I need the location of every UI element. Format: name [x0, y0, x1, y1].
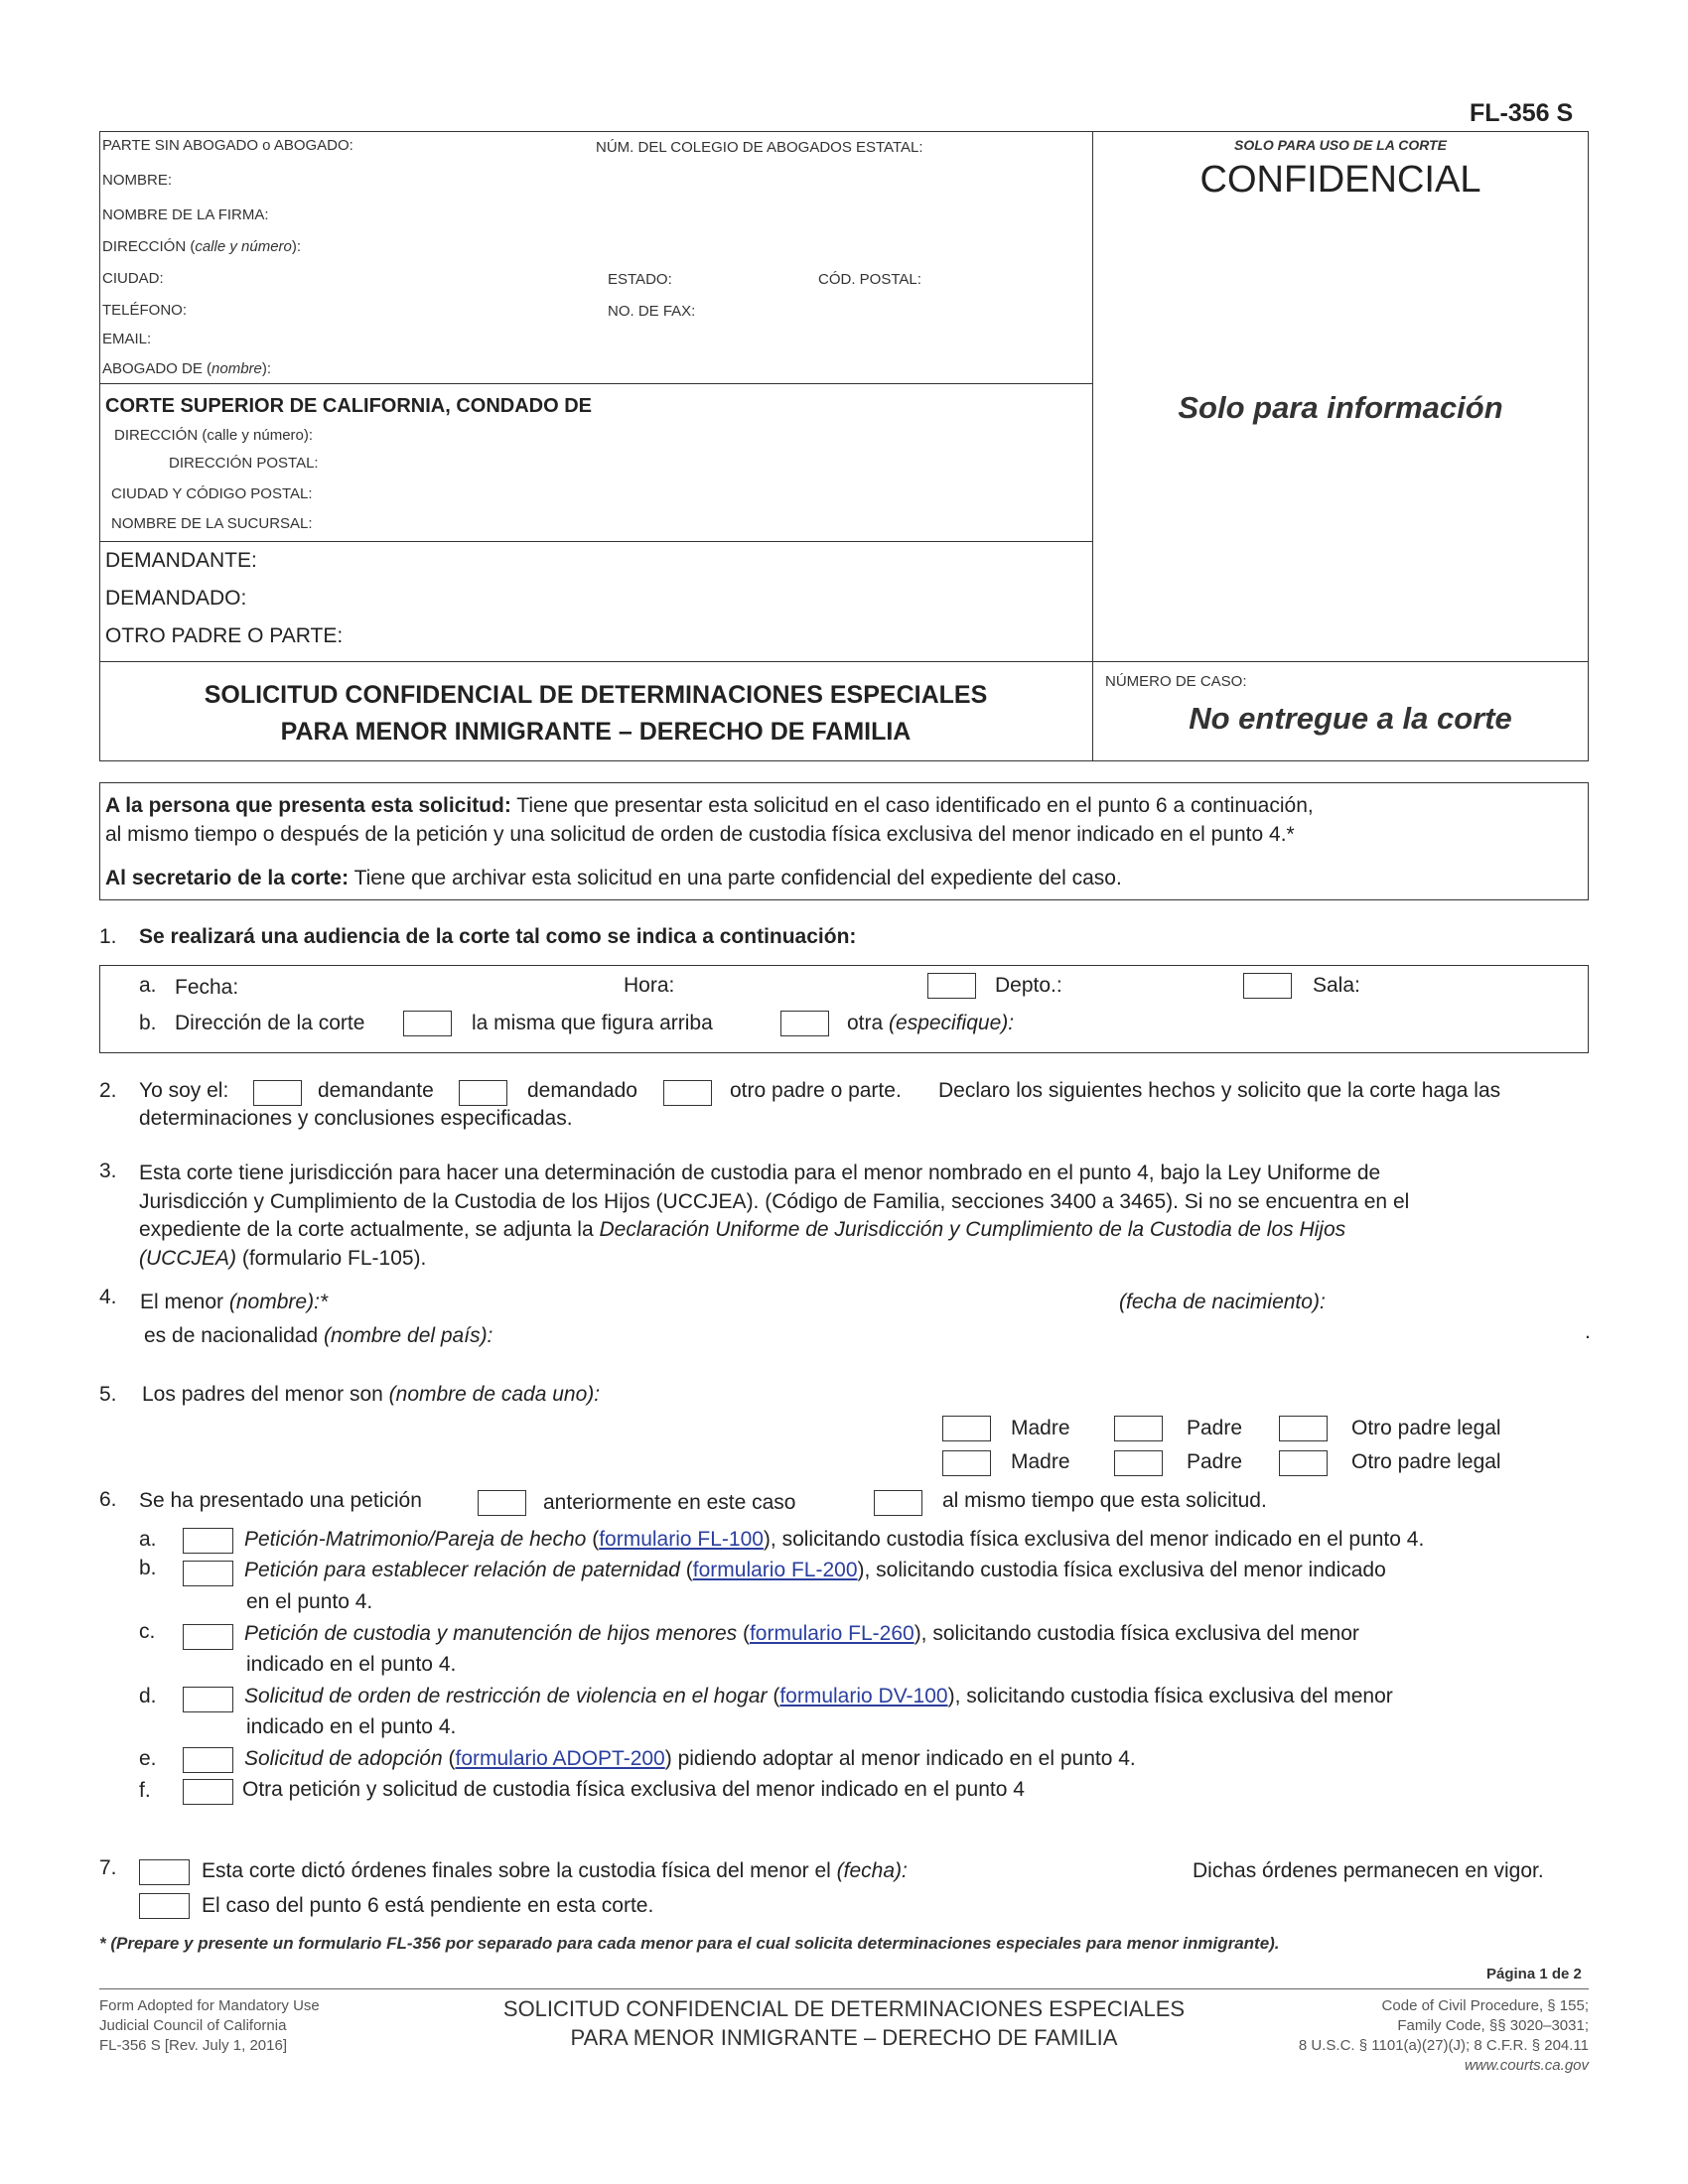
case-pending-checkbox[interactable] — [139, 1893, 190, 1919]
petition-d-text: Solicitud de orden de restricción de violencia en el hogar (formulario DV-100), solicitando custodia física exclusiva del menor — [244, 1685, 1393, 1707]
fl-200-link[interactable]: formulario FL-200 — [692, 1559, 858, 1581]
petitioner-checkbox[interactable] — [253, 1080, 302, 1106]
footnote: * (Prepare y presente un formulario FL-356 por separado para cada menor para el cual solicita determinaciones especiales para menor inmigrante). — [99, 1934, 1280, 1953]
item1-heading: Se realizará una audiencia de la corte tal como se indica a continuación: — [139, 925, 857, 948]
other-address-label: otra (especifique): — [847, 1012, 1015, 1034]
code-references: Code of Civil Procedure, § 155; Family Code, §§ 3020–3031; 8 U.S.C. § 1101(a)(27)(J); 8 C.F.R. § 204.11 www.courts.ca.gov — [1298, 1997, 1589, 2074]
petition-c-checkbox[interactable] — [183, 1624, 233, 1650]
dept-label: Depto.: — [995, 974, 1062, 997]
court-branch-label: NOMBRE DE LA SUCURSAL: — [111, 515, 313, 532]
firm-label: NOMBRE DE LA FIRMA: — [102, 206, 269, 223]
fax-label: NO. DE FAX: — [608, 303, 696, 320]
name-label: NOMBRE: — [102, 172, 173, 189]
attorney-party-label: PARTE SIN ABOGADO o ABOGADO: — [102, 137, 353, 154]
form-title: SOLICITUD CONFIDENCIAL DE DETERMINACIONES ESPECIALES PARA MENOR INMIGRANTE – DERECHO DE FAMILIA — [204, 681, 988, 746]
room-checkbox[interactable] — [1243, 973, 1292, 999]
hearing-time-label: Hora: — [624, 974, 675, 997]
case-pending-text: El caso del punto 6 está pendiente en esta corte. — [202, 1894, 654, 1917]
other-address-checkbox[interactable] — [780, 1011, 829, 1036]
info-only-label: Solo para información — [1178, 390, 1503, 425]
filed-before-label: anteriormente en este caso — [543, 1491, 796, 1514]
dv-100-link[interactable]: formulario DV-100 — [779, 1685, 948, 1707]
form-id: FL-356 S — [1470, 99, 1574, 127]
respondent-label: DEMANDADO: — [105, 587, 247, 610]
filed-same-time-checkbox[interactable] — [874, 1490, 922, 1516]
room-label: Sala: — [1313, 974, 1360, 997]
petition-b-checkbox[interactable] — [183, 1561, 233, 1586]
fl-100-link[interactable]: formulario FL-100 — [599, 1528, 764, 1551]
city-label: CIUDAD: — [102, 270, 164, 287]
court-title: CORTE SUPERIOR DE CALIFORNIA, CONDADO DE — [105, 395, 593, 417]
child-name-label: El menor (nombre):* — [140, 1291, 329, 1313]
i-am-label: Yo soy el: — [139, 1079, 229, 1102]
do-not-file-note: No entregue a la corte — [1189, 701, 1512, 736]
child-dob-label: (fecha de nacimiento): — [1119, 1291, 1326, 1313]
filed-before-checkbox[interactable] — [478, 1490, 526, 1516]
petition-a-checkbox[interactable] — [183, 1528, 233, 1554]
other-party-option: otro padre o parte. — [730, 1079, 902, 1102]
zip-label: CÓD. POSTAL: — [818, 271, 921, 288]
petition-d-checkbox[interactable] — [183, 1687, 233, 1712]
orders-in-force: Dichas órdenes permanecen en vigor. — [1193, 1859, 1544, 1882]
confidential-heading: CONFIDENCIAL — [1199, 159, 1481, 201]
court-address-label: Dirección de la corte — [175, 1012, 365, 1034]
bar-number-label: NÚM. DEL COLEGIO DE ABOGADOS ESTATAL: — [596, 139, 923, 156]
parent2-mother-checkbox[interactable] — [942, 1450, 991, 1476]
caption-box — [99, 131, 1589, 761]
state-label: ESTADO: — [608, 271, 672, 288]
notice-filer-line2: al mismo tiempo o después de la petición y una solicitud de orden de custodia física exclusiva del menor indicado en el punto 4.* — [105, 823, 1295, 846]
same-address-label: la misma que figura arriba — [472, 1012, 713, 1034]
nationality-label: es de nacionalidad (nombre del país): — [144, 1324, 493, 1347]
parents-label: Los padres del menor son (nombre de cada uno): — [142, 1383, 601, 1406]
parent2-father-checkbox[interactable] — [1114, 1450, 1163, 1476]
dept-checkbox[interactable] — [927, 973, 976, 999]
petition-e-text: Solicitud de adopción (formulario ADOPT-200) pidiendo adoptar al menor indicado en el punto 4. — [244, 1747, 1136, 1770]
court-street-label: DIRECCIÓN (calle y número): — [114, 427, 314, 444]
adopt-200-link[interactable]: formulario ADOPT-200 — [455, 1747, 665, 1770]
adoption-note: Form Adopted for Mandatory Use Judicial Council of California FL-356 S [Rev. July 1, 2016] — [99, 1997, 320, 2054]
courts-website: www.courts.ca.gov — [1464, 2057, 1589, 2074]
parent1-other-checkbox[interactable] — [1279, 1416, 1328, 1441]
filed-same-time-label: al mismo tiempo que esta solicitud. — [942, 1489, 1267, 1512]
other-party-checkbox[interactable] — [663, 1080, 712, 1106]
final-orders-checkbox[interactable] — [139, 1859, 190, 1885]
petition-filed-label: Se ha presentado una petición — [139, 1489, 422, 1512]
declare-line2: determinaciones y conclusiones especificadas. — [139, 1107, 573, 1130]
court-mailing-label: DIRECCIÓN POSTAL: — [169, 455, 319, 472]
petition-e-checkbox[interactable] — [183, 1747, 233, 1773]
petition-c-text: Petición de custodia y manutención de hijos menores (formulario FL-260), solicitando custodia física exclusiva del menor — [244, 1622, 1359, 1645]
hearing-box — [99, 965, 1589, 1053]
email-label: EMAIL: — [102, 331, 152, 347]
page-number: Página 1 de 2 — [1486, 1966, 1582, 1982]
petitioner-label: DEMANDANTE: — [105, 549, 257, 572]
phone-label: TELÉFONO: — [102, 302, 188, 319]
case-number-label: NÚMERO DE CASO: — [1105, 673, 1247, 690]
hearing-date-label: Fecha: — [175, 976, 239, 999]
petition-b-text: Petición para establecer relación de paternidad (formulario FL-200), solicitando custodia física exclusiva del menor indicado — [244, 1559, 1386, 1581]
address-label: DIRECCIÓN (calle y número): — [102, 238, 302, 255]
attorney-for-label: ABOGADO DE (nombre): — [102, 360, 272, 377]
court-use-label: SOLO PARA USO DE LA CORTE — [1234, 137, 1447, 153]
same-address-checkbox[interactable] — [403, 1011, 452, 1036]
caption-divider — [1092, 131, 1093, 761]
jurisdiction-text: Esta corte tiene jurisdicción para hacer una determinación de custodia para el menor nombrado en el punto 4, bajo la Ley Uniforme de Jurisdicción y Cumplimiento de la Custodia de los Hijos (UCCJEA). (Código de Familia, secciones 3400 a 3465). Si no se encuentra en el expediente de la corte actualmente, se adjunta la Declaración Uniforme de Jurisdicción y Cumplimiento de la Custodia de los Hijos (UCCJEA) (formulario FL-105). — [139, 1161, 1410, 1270]
final-orders-text: Esta corte dictó órdenes finales sobre la custodia física del menor el (fecha): — [202, 1859, 908, 1882]
notice-filer-line1: A la persona que presenta esta solicitud: Tiene que presentar esta solicitud en el caso identificado en el punto 6 a continuación, — [105, 794, 1314, 817]
other-party-label: OTRO PADRE O PARTE: — [105, 624, 344, 647]
court-city-zip-label: CIUDAD Y CÓDIGO POSTAL: — [111, 485, 313, 502]
item1-number: 1. — [99, 925, 117, 948]
parent1-father-checkbox[interactable] — [1114, 1416, 1163, 1441]
footer-title: SOLICITUD CONFIDENCIAL DE DETERMINACIONES ESPECIALES PARA MENOR INMIGRANTE – DERECHO DE FAMILIA — [502, 1996, 1186, 2050]
declare-line1: Declaro los siguientes hechos y solicito que la corte haga las — [938, 1079, 1501, 1102]
respondent-checkbox[interactable] — [459, 1080, 507, 1106]
petitioner-option: demandante — [318, 1079, 434, 1102]
respondent-option: demandado — [527, 1079, 637, 1102]
parent1-mother-checkbox[interactable] — [942, 1416, 991, 1441]
notice-clerk: Al secretario de la corte: Tiene que archivar esta solicitud en una parte confidencial del expediente del caso. — [105, 867, 1122, 889]
petition-f-checkbox[interactable] — [183, 1779, 233, 1805]
petition-a-text: Petición-Matrimonio/Pareja de hecho (formulario FL-100), solicitando custodia física exclusiva del menor indicado en el punto 4. — [244, 1528, 1425, 1551]
petition-f-text: Otra petición y solicitud de custodia física exclusiva del menor indicado en el punto 4 — [242, 1778, 1025, 1801]
fl-260-link[interactable]: formulario FL-260 — [749, 1622, 914, 1645]
parent2-other-checkbox[interactable] — [1279, 1450, 1328, 1476]
